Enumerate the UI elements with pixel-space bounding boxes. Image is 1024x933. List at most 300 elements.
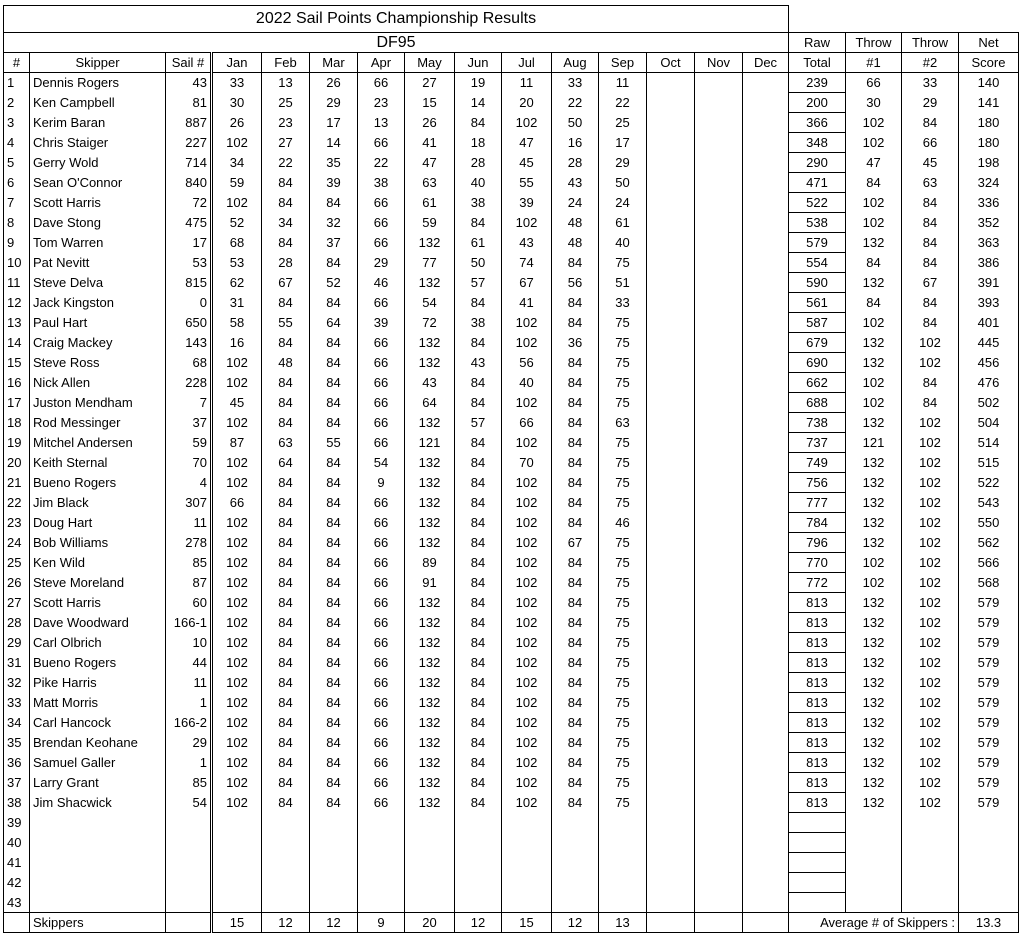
sail-number: 44 bbox=[166, 653, 212, 673]
score-dec bbox=[743, 453, 789, 473]
score-jul: 102 bbox=[502, 553, 552, 573]
score-jan bbox=[212, 893, 262, 913]
sail-number: 307 bbox=[166, 493, 212, 513]
score-dec bbox=[743, 493, 789, 513]
net-score: 140 bbox=[959, 73, 1019, 93]
throw2-value: 63 bbox=[902, 173, 959, 193]
score-aug: 84 bbox=[552, 733, 599, 753]
score-dec bbox=[743, 293, 789, 313]
score-may: 132 bbox=[405, 653, 455, 673]
score-sep: 75 bbox=[599, 733, 647, 753]
raw-total: 690 bbox=[789, 353, 846, 373]
skipper-name: Jim Black bbox=[30, 493, 166, 513]
column-header-row bbox=[4, 53, 1019, 73]
score-apr: 66 bbox=[358, 793, 405, 813]
row-number: 12 bbox=[4, 293, 30, 313]
score-dec bbox=[743, 353, 789, 373]
score-feb: 84 bbox=[262, 413, 310, 433]
score-jan: 102 bbox=[212, 473, 262, 493]
score-jun: 84 bbox=[455, 773, 502, 793]
score-jul: 55 bbox=[502, 173, 552, 193]
score-feb: 84 bbox=[262, 333, 310, 353]
score-dec bbox=[743, 333, 789, 353]
row-number: 36 bbox=[4, 753, 30, 773]
score-feb: 55 bbox=[262, 313, 310, 333]
score-oct bbox=[647, 453, 695, 473]
score-nov bbox=[695, 153, 743, 173]
score-oct bbox=[647, 413, 695, 433]
sail-number: 54 bbox=[166, 793, 212, 813]
score-feb bbox=[262, 853, 310, 873]
sail-number: 166-2 bbox=[166, 713, 212, 733]
throw1-value: 132 bbox=[846, 793, 902, 813]
score-jul bbox=[502, 853, 552, 873]
score-aug: 84 bbox=[552, 373, 599, 393]
skipper-name: Craig Mackey bbox=[30, 333, 166, 353]
throw2-value: 102 bbox=[902, 713, 959, 733]
throw1-value: 132 bbox=[846, 473, 902, 493]
score-apr: 66 bbox=[358, 193, 405, 213]
raw-total bbox=[789, 813, 846, 833]
net-score: 568 bbox=[959, 573, 1019, 593]
score-dec bbox=[743, 473, 789, 493]
score-sep: 51 bbox=[599, 273, 647, 293]
score-feb: 13 bbox=[262, 73, 310, 93]
score-may: 77 bbox=[405, 253, 455, 273]
score-apr: 22 bbox=[358, 153, 405, 173]
score-mar: 84 bbox=[310, 373, 358, 393]
score-nov bbox=[695, 93, 743, 113]
table-row bbox=[4, 833, 1019, 853]
score-nov bbox=[695, 333, 743, 353]
throw2-value: 102 bbox=[902, 633, 959, 653]
month-header-aug: Aug bbox=[552, 53, 599, 73]
throw1-value: 132 bbox=[846, 633, 902, 653]
score-feb: 84 bbox=[262, 513, 310, 533]
score-nov bbox=[695, 833, 743, 853]
throw1-value: 132 bbox=[846, 693, 902, 713]
score-aug: 84 bbox=[552, 413, 599, 433]
score-aug bbox=[552, 813, 599, 833]
score-jun: 84 bbox=[455, 473, 502, 493]
score-oct bbox=[647, 153, 695, 173]
score-jan: 102 bbox=[212, 653, 262, 673]
score-jan: 102 bbox=[212, 133, 262, 153]
skipper-name: Carl Olbrich bbox=[30, 633, 166, 653]
score-nov bbox=[695, 293, 743, 313]
raw-total bbox=[789, 873, 846, 893]
raw-total: 538 bbox=[789, 213, 846, 233]
score-jul bbox=[502, 833, 552, 853]
score-mar: 84 bbox=[310, 193, 358, 213]
score-jul bbox=[502, 893, 552, 913]
score-aug: 28 bbox=[552, 153, 599, 173]
score-dec bbox=[743, 853, 789, 873]
sail-number: 143 bbox=[166, 333, 212, 353]
score-sep: 75 bbox=[599, 473, 647, 493]
score-jun: 84 bbox=[455, 713, 502, 733]
score-jan: 30 bbox=[212, 93, 262, 113]
score-mar: 84 bbox=[310, 413, 358, 433]
score-jun bbox=[455, 853, 502, 873]
score-oct bbox=[647, 813, 695, 833]
score-jan: 102 bbox=[212, 373, 262, 393]
score-may: 132 bbox=[405, 613, 455, 633]
score-may: 132 bbox=[405, 793, 455, 813]
score-jun bbox=[455, 873, 502, 893]
score-feb: 84 bbox=[262, 593, 310, 613]
throw2-value: 67 bbox=[902, 273, 959, 293]
footer-blank bbox=[4, 913, 30, 933]
score-aug: 84 bbox=[552, 593, 599, 613]
throw2-value: 29 bbox=[902, 93, 959, 113]
score-jun: 84 bbox=[455, 573, 502, 593]
throw1-value: 84 bbox=[846, 173, 902, 193]
score-may: 61 bbox=[405, 193, 455, 213]
throw1-value: 102 bbox=[846, 313, 902, 333]
table-row bbox=[4, 553, 1019, 573]
score-sep: 75 bbox=[599, 393, 647, 413]
net-score: 180 bbox=[959, 133, 1019, 153]
skipper-name: Bob Williams bbox=[30, 533, 166, 553]
score-jan: 102 bbox=[212, 753, 262, 773]
score-sep: 61 bbox=[599, 213, 647, 233]
row-number: 27 bbox=[4, 593, 30, 613]
score-jul: 102 bbox=[502, 473, 552, 493]
score-sep: 63 bbox=[599, 413, 647, 433]
score-jan: 31 bbox=[212, 293, 262, 313]
score-aug: 84 bbox=[552, 553, 599, 573]
table-row bbox=[4, 213, 1019, 233]
net-score bbox=[959, 873, 1019, 893]
raw-total: 366 bbox=[789, 113, 846, 133]
score-jun: 84 bbox=[455, 793, 502, 813]
raw-total: 813 bbox=[789, 673, 846, 693]
table-row bbox=[4, 373, 1019, 393]
throw2-value bbox=[902, 833, 959, 853]
score-may: 132 bbox=[405, 273, 455, 293]
score-feb: 84 bbox=[262, 373, 310, 393]
score-mar: 64 bbox=[310, 313, 358, 333]
raw-total bbox=[789, 853, 846, 873]
score-nov bbox=[695, 713, 743, 733]
throw1-value: 132 bbox=[846, 453, 902, 473]
score-apr: 66 bbox=[358, 133, 405, 153]
score-may bbox=[405, 833, 455, 853]
table-row bbox=[4, 713, 1019, 733]
score-nov bbox=[695, 413, 743, 433]
score-jun bbox=[455, 813, 502, 833]
score-aug: 84 bbox=[552, 293, 599, 313]
score-mar: 84 bbox=[310, 713, 358, 733]
score-feb: 48 bbox=[262, 353, 310, 373]
score-oct bbox=[647, 233, 695, 253]
net-score: 566 bbox=[959, 553, 1019, 573]
score-aug: 56 bbox=[552, 273, 599, 293]
score-may: 132 bbox=[405, 753, 455, 773]
score-jan: 102 bbox=[212, 793, 262, 813]
score-oct bbox=[647, 193, 695, 213]
table-row bbox=[4, 573, 1019, 593]
score-jan bbox=[212, 853, 262, 873]
score-may: 132 bbox=[405, 333, 455, 353]
score-mar bbox=[310, 813, 358, 833]
score-jul: 70 bbox=[502, 453, 552, 473]
score-sep: 75 bbox=[599, 373, 647, 393]
score-jan: 102 bbox=[212, 713, 262, 733]
row-number: 9 bbox=[4, 233, 30, 253]
score-may: 132 bbox=[405, 413, 455, 433]
score-jun: 14 bbox=[455, 93, 502, 113]
num-header: # bbox=[4, 53, 30, 73]
row-number: 40 bbox=[4, 833, 30, 853]
score-mar: 84 bbox=[310, 573, 358, 593]
score-jun: 84 bbox=[455, 553, 502, 573]
score-aug: 84 bbox=[552, 793, 599, 813]
score-may: 26 bbox=[405, 113, 455, 133]
score-jun: 84 bbox=[455, 673, 502, 693]
score-jun: 84 bbox=[455, 753, 502, 773]
throw1-header-top: Throw bbox=[846, 33, 902, 53]
table-row bbox=[4, 753, 1019, 773]
skipper-name bbox=[30, 833, 166, 853]
score-nov bbox=[695, 113, 743, 133]
score-aug: 84 bbox=[552, 253, 599, 273]
score-sep bbox=[599, 853, 647, 873]
throw1-value: 132 bbox=[846, 233, 902, 253]
table-row bbox=[4, 73, 1019, 93]
score-apr: 66 bbox=[358, 353, 405, 373]
score-jan: 102 bbox=[212, 513, 262, 533]
score-aug: 16 bbox=[552, 133, 599, 153]
score-feb: 84 bbox=[262, 653, 310, 673]
net-score: 579 bbox=[959, 733, 1019, 753]
net-score: 543 bbox=[959, 493, 1019, 513]
score-oct bbox=[647, 313, 695, 333]
score-apr: 66 bbox=[358, 633, 405, 653]
score-dec bbox=[743, 753, 789, 773]
sail-number: 72 bbox=[166, 193, 212, 213]
score-oct bbox=[647, 473, 695, 493]
throw1-value: 102 bbox=[846, 553, 902, 573]
sail-number: 29 bbox=[166, 733, 212, 753]
throw2-value: 84 bbox=[902, 293, 959, 313]
throw1-value: 132 bbox=[846, 673, 902, 693]
throw1-value: 102 bbox=[846, 213, 902, 233]
raw-total: 813 bbox=[789, 613, 846, 633]
throw1-value: 102 bbox=[846, 113, 902, 133]
score-oct bbox=[647, 653, 695, 673]
table-row bbox=[4, 433, 1019, 453]
score-jan: 102 bbox=[212, 613, 262, 633]
score-may: 132 bbox=[405, 513, 455, 533]
net-score: 515 bbox=[959, 453, 1019, 473]
score-oct bbox=[647, 833, 695, 853]
score-may: 59 bbox=[405, 213, 455, 233]
score-may: 41 bbox=[405, 133, 455, 153]
score-jul: 102 bbox=[502, 633, 552, 653]
score-sep: 17 bbox=[599, 133, 647, 153]
score-may: 132 bbox=[405, 593, 455, 613]
score-sep: 75 bbox=[599, 793, 647, 813]
score-nov bbox=[695, 473, 743, 493]
score-apr: 66 bbox=[358, 413, 405, 433]
skipper-name: Paul Hart bbox=[30, 313, 166, 333]
row-number: 8 bbox=[4, 213, 30, 233]
score-sep: 75 bbox=[599, 593, 647, 613]
score-jun: 84 bbox=[455, 693, 502, 713]
throw1-header-bottom: #1 bbox=[846, 53, 902, 73]
raw-total: 662 bbox=[789, 373, 846, 393]
score-nov bbox=[695, 373, 743, 393]
score-nov bbox=[695, 653, 743, 673]
score-jan: 102 bbox=[212, 353, 262, 373]
sail-number: 227 bbox=[166, 133, 212, 153]
net-score: 141 bbox=[959, 93, 1019, 113]
sail-number: 11 bbox=[166, 513, 212, 533]
score-dec bbox=[743, 793, 789, 813]
score-jul: 39 bbox=[502, 193, 552, 213]
score-jan: 102 bbox=[212, 193, 262, 213]
table-row bbox=[4, 513, 1019, 533]
score-sep: 75 bbox=[599, 633, 647, 653]
score-sep bbox=[599, 893, 647, 913]
skipper-name: Nick Allen bbox=[30, 373, 166, 393]
score-dec bbox=[743, 713, 789, 733]
score-may: 132 bbox=[405, 773, 455, 793]
score-apr: 66 bbox=[358, 233, 405, 253]
score-dec bbox=[743, 573, 789, 593]
table-row bbox=[4, 533, 1019, 553]
table-row bbox=[4, 353, 1019, 373]
throw2-value: 102 bbox=[902, 413, 959, 433]
score-oct bbox=[647, 433, 695, 453]
throw1-value: 84 bbox=[846, 253, 902, 273]
skipper-name: Sean O'Connor bbox=[30, 173, 166, 193]
score-mar: 84 bbox=[310, 533, 358, 553]
throw1-value: 30 bbox=[846, 93, 902, 113]
score-nov bbox=[695, 273, 743, 293]
sail-number: 7 bbox=[166, 393, 212, 413]
score-apr: 66 bbox=[358, 593, 405, 613]
score-jan: 102 bbox=[212, 593, 262, 613]
raw-total: 784 bbox=[789, 513, 846, 533]
throw1-value: 102 bbox=[846, 193, 902, 213]
score-nov bbox=[695, 613, 743, 633]
score-aug: 48 bbox=[552, 233, 599, 253]
skipper-count-oct bbox=[647, 913, 695, 933]
score-sep: 75 bbox=[599, 673, 647, 693]
score-feb: 34 bbox=[262, 213, 310, 233]
fleet-row bbox=[4, 33, 1019, 53]
throw1-value: 132 bbox=[846, 733, 902, 753]
net-score bbox=[959, 833, 1019, 853]
sail-number: 70 bbox=[166, 453, 212, 473]
score-feb: 84 bbox=[262, 553, 310, 573]
raw-total: 813 bbox=[789, 653, 846, 673]
table-row bbox=[4, 773, 1019, 793]
raw-total: 239 bbox=[789, 73, 846, 93]
row-number: 3 bbox=[4, 113, 30, 133]
score-mar: 26 bbox=[310, 73, 358, 93]
throw2-value: 84 bbox=[902, 253, 959, 273]
throw1-value: 132 bbox=[846, 593, 902, 613]
score-sep: 75 bbox=[599, 693, 647, 713]
score-mar: 29 bbox=[310, 93, 358, 113]
score-mar bbox=[310, 833, 358, 853]
score-jan bbox=[212, 873, 262, 893]
score-oct bbox=[647, 393, 695, 413]
score-aug: 84 bbox=[552, 713, 599, 733]
raw-total: 579 bbox=[789, 233, 846, 253]
score-may: 72 bbox=[405, 313, 455, 333]
score-dec bbox=[743, 553, 789, 573]
throw2-value: 84 bbox=[902, 213, 959, 233]
score-jan: 16 bbox=[212, 333, 262, 353]
net-score: 522 bbox=[959, 473, 1019, 493]
raw-total: 813 bbox=[789, 593, 846, 613]
score-aug: 84 bbox=[552, 693, 599, 713]
throw2-value: 84 bbox=[902, 393, 959, 413]
net-score: 336 bbox=[959, 193, 1019, 213]
score-jul: 102 bbox=[502, 673, 552, 693]
throw2-value: 102 bbox=[902, 473, 959, 493]
row-number: 22 bbox=[4, 493, 30, 513]
score-mar: 37 bbox=[310, 233, 358, 253]
score-aug bbox=[552, 893, 599, 913]
score-aug: 33 bbox=[552, 73, 599, 93]
score-oct bbox=[647, 573, 695, 593]
score-mar: 17 bbox=[310, 113, 358, 133]
score-aug: 84 bbox=[552, 313, 599, 333]
table-row bbox=[4, 293, 1019, 313]
sail-number: 60 bbox=[166, 593, 212, 613]
row-number: 33 bbox=[4, 693, 30, 713]
sail-header: Sail # bbox=[166, 53, 212, 73]
skipper-name: Jack Kingston bbox=[30, 293, 166, 313]
score-sep: 75 bbox=[599, 253, 647, 273]
row-number: 5 bbox=[4, 153, 30, 173]
throw2-value: 84 bbox=[902, 193, 959, 213]
throw2-header-top: Throw bbox=[902, 33, 959, 53]
skipper-name: Dennis Rogers bbox=[30, 73, 166, 93]
title-row bbox=[4, 6, 1019, 33]
score-mar: 84 bbox=[310, 333, 358, 353]
results-table bbox=[3, 5, 1019, 933]
skipper-name: Kerim Baran bbox=[30, 113, 166, 133]
month-header-sep: Sep bbox=[599, 53, 647, 73]
score-apr: 66 bbox=[358, 553, 405, 573]
raw-total: 554 bbox=[789, 253, 846, 273]
skipper-name: Keith Sternal bbox=[30, 453, 166, 473]
score-mar: 84 bbox=[310, 753, 358, 773]
sail-number: 1 bbox=[166, 753, 212, 773]
score-dec bbox=[743, 693, 789, 713]
score-dec bbox=[743, 733, 789, 753]
score-sep: 75 bbox=[599, 333, 647, 353]
raw-total bbox=[789, 893, 846, 913]
score-aug: 84 bbox=[552, 633, 599, 653]
skipper-name bbox=[30, 873, 166, 893]
score-nov bbox=[695, 393, 743, 413]
score-dec bbox=[743, 273, 789, 293]
score-apr: 66 bbox=[358, 513, 405, 533]
raw-total: 777 bbox=[789, 493, 846, 513]
row-number: 26 bbox=[4, 573, 30, 593]
score-apr: 66 bbox=[358, 753, 405, 773]
throw1-value: 102 bbox=[846, 393, 902, 413]
score-jun: 84 bbox=[455, 613, 502, 633]
